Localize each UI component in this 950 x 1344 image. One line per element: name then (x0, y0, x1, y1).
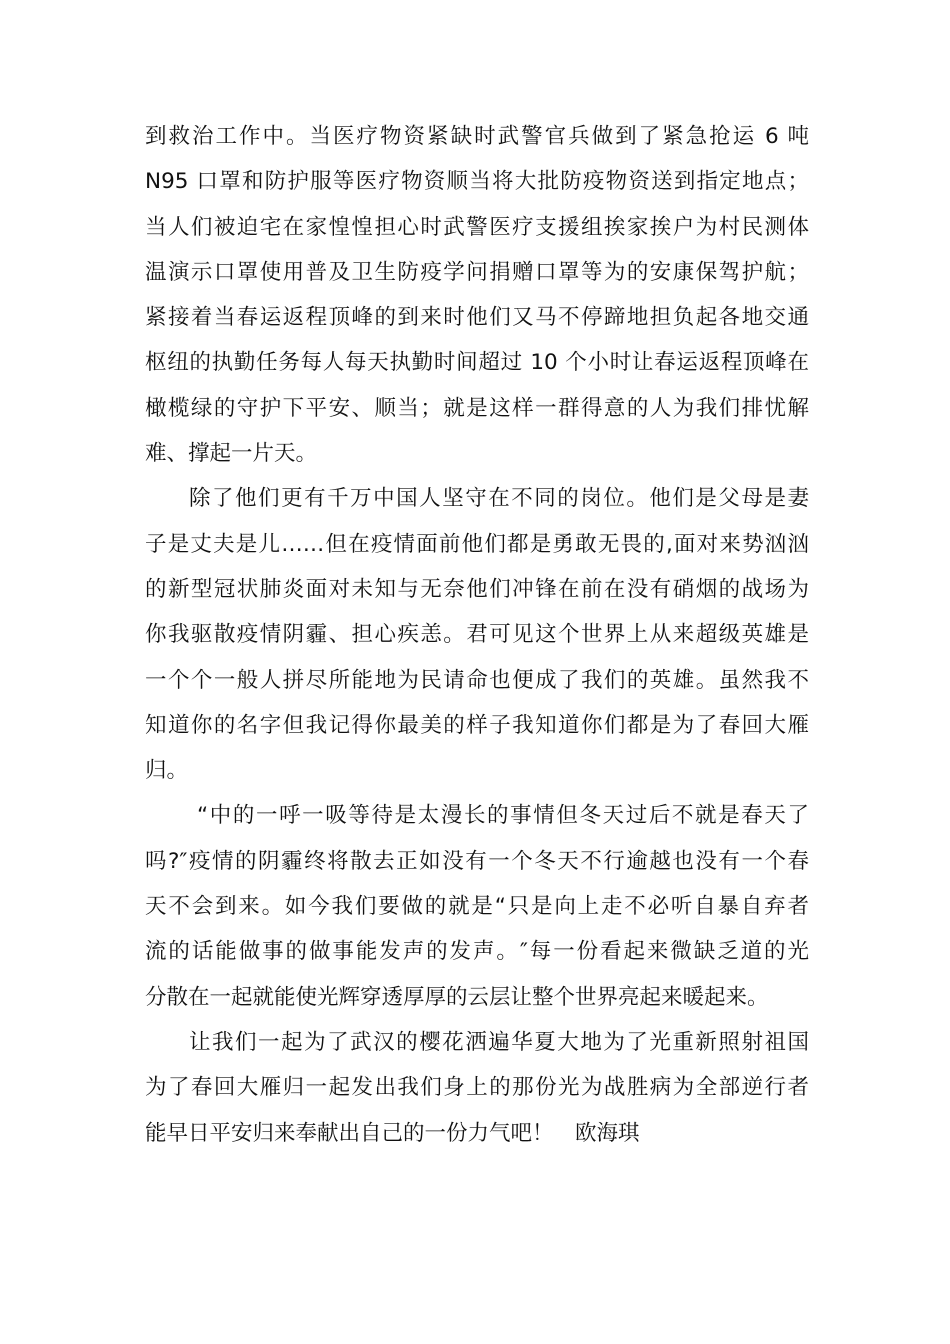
text-line: 橄榄绿的守护下平安、顺当；就是这样一群得意的人为我们排忧解 (145, 395, 809, 421)
text-line: 吗?″疫情的阴霾终将散去正如没有一个冬天不行逾越也没有一个春 (145, 848, 809, 874)
text-line: 流的话能做事的做事能发声的发声。″每一份看起来微缺乏道的光 (145, 939, 809, 965)
text-line: “中的一呼一吸等待是太漫长的事情但冬天过后不就是春天了 (197, 803, 809, 829)
text-line: 难、撑起一片天。 (145, 441, 318, 467)
text-line: 让我们一起为了武汉的樱花洒遍华夏大地为了光重新照射祖国 (189, 1029, 809, 1055)
text-line: 子是丈夫是儿……但在疫情面前他们都是勇敢无畏的,面对来势汹汹 (145, 531, 809, 557)
text-line: 为了春回大雁归一起发出我们身上的那份光为战胜病为全部逆行者 (145, 1075, 809, 1101)
text-line: 一个个一般人拼尽所能地为民请命也便成了我们的英雄。虽然我不 (145, 667, 809, 693)
text-line: 知道你的名字但我记得你最美的样子我知道你们都是为了春回大雁 (145, 712, 809, 738)
text-line: 的新型冠状肺炎面对未知与无奈他们冲锋在前在没有硝烟的战场为 (145, 576, 809, 602)
text-line: 你我驱散疫情阴霾、担心疾恙。君可见这个世界上从来超级英雄是 (145, 622, 809, 648)
text-line: 紧接着当春运返程顶峰的到来时他们又马不停蹄地担负起各地交通 (145, 305, 809, 331)
text-line: 能早日平安归来奉献出自己的一份力气吧！ 欧海琪 (145, 1120, 640, 1146)
text-line: 温演示口罩使用普及卫生防疫学问捐赠口罩等为的安康保驾护航； (145, 259, 809, 285)
text-line: 枢纽的执勤任务每人每天执勤时间超过 10 个小时让春运返程顶峰在 (145, 350, 809, 376)
text-line: 分散在一起就能使光辉穿透厚厚的云层让整个世界亮起来暖起来。 (145, 984, 769, 1010)
document-body (145, 114, 809, 1156)
text-line: 天不会到来。如今我们要做的就是“只是向上走不必听自暴自弃者 (145, 894, 809, 920)
text-line: 归。 (145, 758, 189, 784)
text-line: 到救治工作中。当医疗物资紧缺时武警官兵做到了紧急抢运 6 吨 (145, 124, 809, 149)
text-line: 除了他们更有千万中国人坚守在不同的岗位。他们是父母是妻 (189, 486, 809, 512)
text-line: 当人们被迫宅在家惶惶担心时武警医疗支援组挨家挨户为村民测体 (145, 214, 809, 240)
text-line: N95 口罩和防护服等医疗物资顺当将大批防疫物资送到指定地点； (145, 169, 809, 195)
